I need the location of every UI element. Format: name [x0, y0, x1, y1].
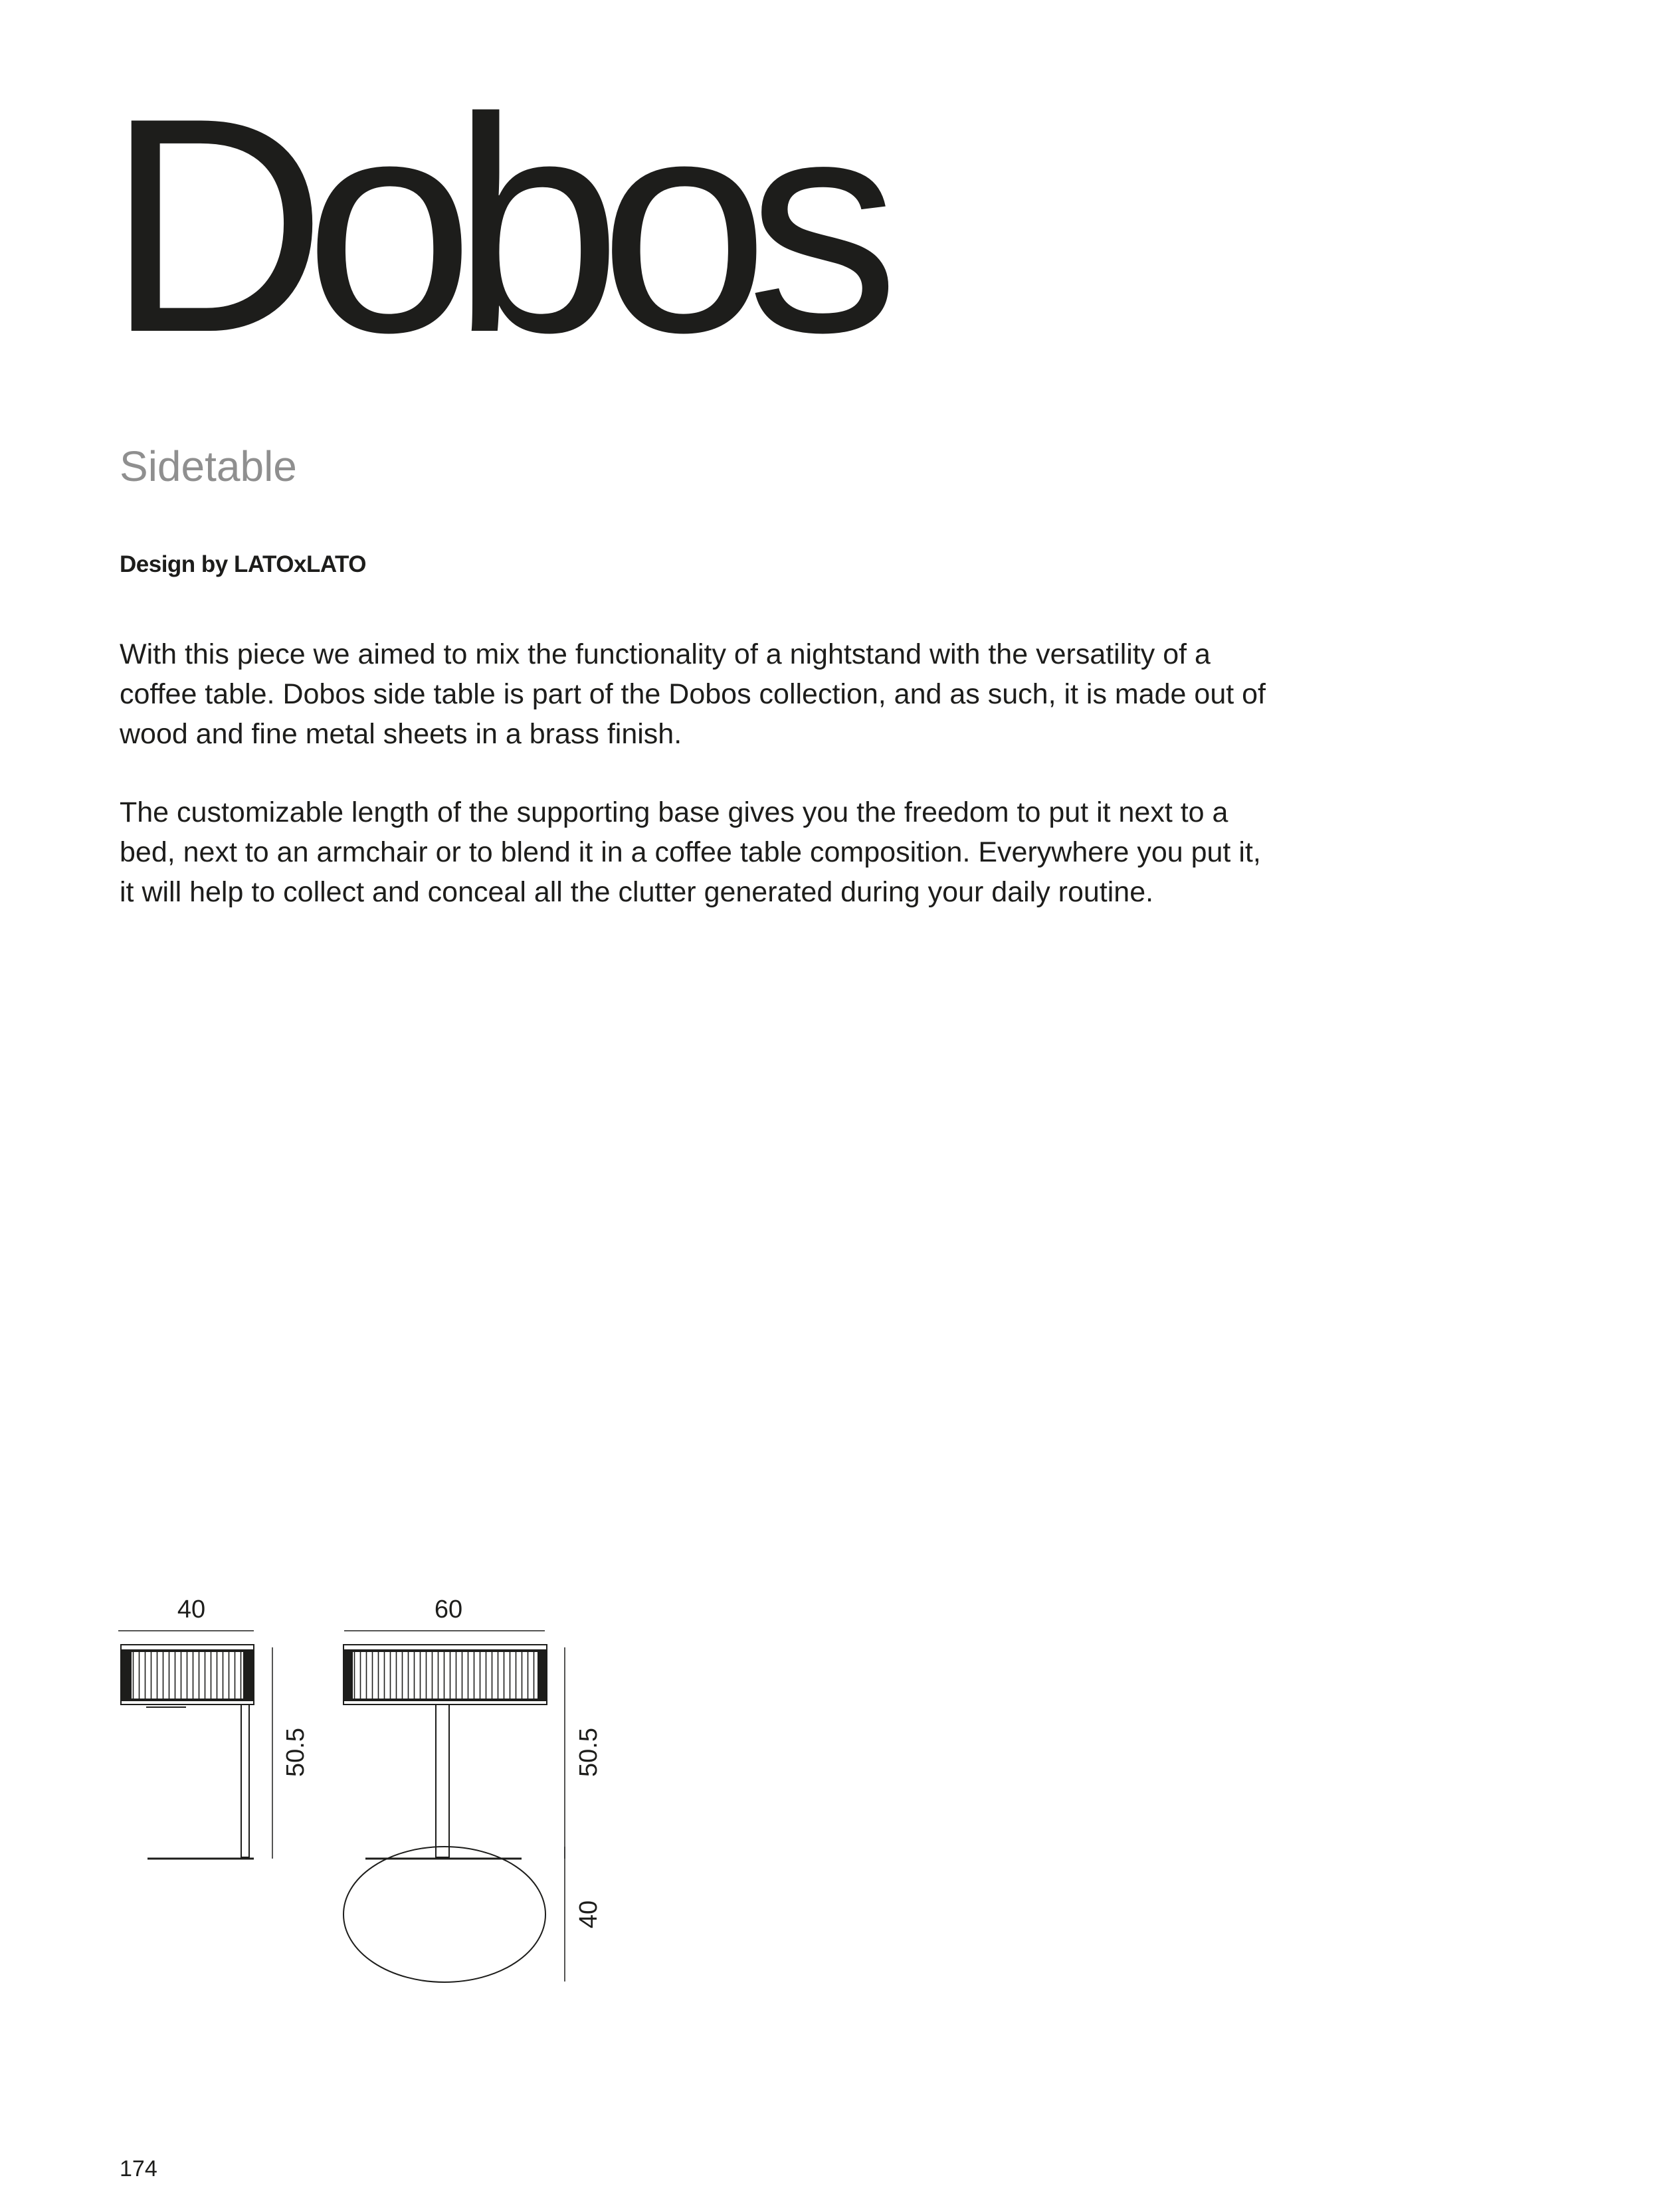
side-drawer-left-edge: [121, 1651, 132, 1699]
front-drawer-right-edge: [537, 1651, 547, 1699]
product-subtitle: Sidetable: [120, 442, 297, 490]
page-number: 174: [120, 2156, 157, 2181]
side-drawer-right-edge: [243, 1651, 254, 1699]
top-view-ellipse: [343, 1847, 545, 1982]
front-height-label: 50.5: [575, 1728, 603, 1777]
front-drawer-left-edge: [343, 1651, 353, 1699]
front-view-drawing: [343, 1596, 603, 1859]
front-width-label: 60: [434, 1596, 463, 1623]
side-view-drawing: [118, 1596, 310, 1859]
side-drawer-body: [121, 1651, 254, 1699]
front-support-post: [436, 1705, 449, 1857]
front-drawer-body: [343, 1651, 547, 1699]
side-top-plate: [121, 1645, 254, 1650]
product-title: Dobos: [106, 55, 877, 396]
technical-drawing: [106, 1581, 651, 2006]
designer-credit: Design by LATOxLATO: [120, 551, 367, 577]
side-height-label: 50.5: [282, 1728, 310, 1777]
side-support-post: [241, 1705, 249, 1857]
side-width-label: 40: [177, 1596, 206, 1623]
description-paragraph-1: With this piece we aimed to mix the functionality of a nightstand with the versatility of a coffee table. Dobos side table is part of the Dobos collection, and as such, it is made out of wood and fine metal sheets in a brass finish.: [120, 638, 1266, 750]
top-view-drawing: [343, 1847, 603, 1982]
side-bottom-plate: [121, 1701, 254, 1705]
front-top-plate: [343, 1645, 547, 1650]
top-depth-label: 40: [575, 1900, 603, 1929]
description-paragraph-2: The customizable length of the supporting base gives you the freedom to put it next to a bed, next to an armchair or to blend it in a coffee table composition. Everywhere you put it, it will help to collect and conceal all the clutter generated during your daily routine.: [120, 796, 1261, 908]
